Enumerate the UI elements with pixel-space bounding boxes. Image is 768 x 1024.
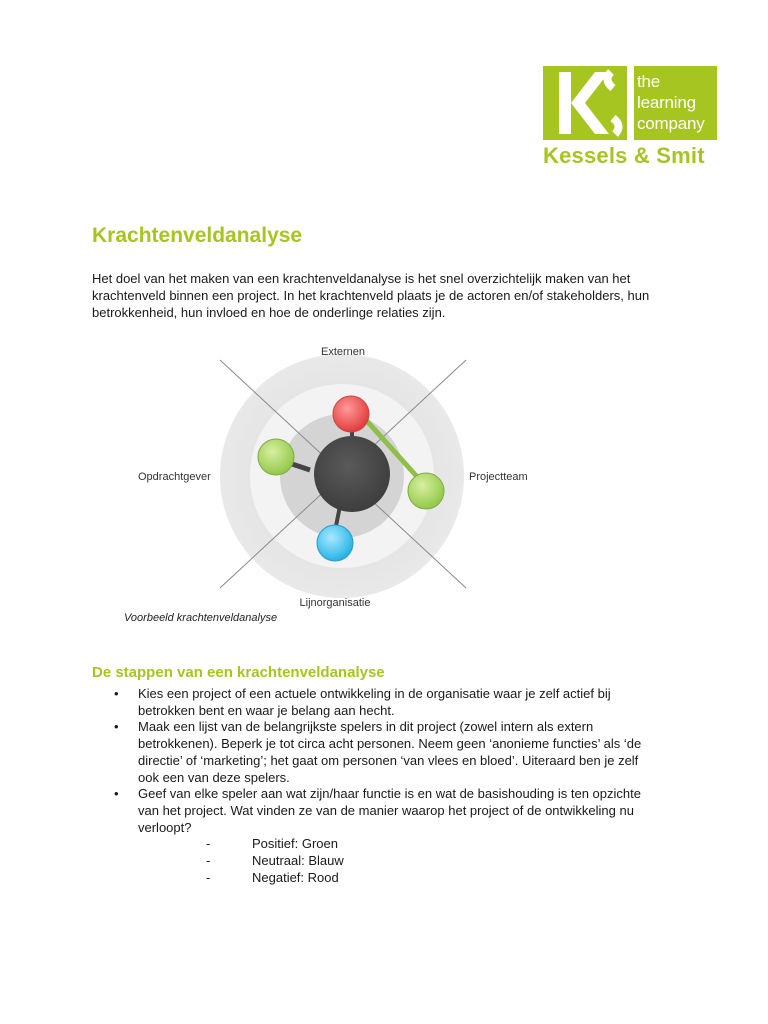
logo-tagline [634, 66, 717, 140]
label-projectteam: Projectteam [469, 471, 528, 483]
diagram-caption: Voorbeeld krachtenveldanalyse [124, 612, 278, 624]
color-legend-list [138, 836, 652, 886]
logo-tagline-line: company [637, 114, 705, 133]
legend-text: Neutraal: Blauw [252, 853, 344, 869]
actor-positive-circle [408, 473, 444, 509]
steps-list [92, 686, 652, 886]
ks-logo-mark [543, 66, 627, 140]
step-item [92, 719, 652, 786]
actor-negative-circle [333, 396, 369, 432]
bullet-icon: • [114, 786, 119, 802]
label-lijnorganisatie: Lijnorganisatie [299, 597, 371, 609]
actor-positive-circle [258, 439, 294, 475]
step-text: Maak een lijst van de belangrijkste spelers in dit project (zowel intern als extern betrokkenen). Beperk je tot circa acht personen. Neem geen ‘anonieme functies’ als ‘de directie’ of ‘marketing’; het gaat om personen ‘van vlees en bloed’. Uiteraard ben je zelf ook een van deze spelers. [138, 719, 642, 785]
steps-heading: De stappen van een krachtenveldanalyse [92, 664, 385, 681]
logo-tagline-line: the [637, 72, 661, 91]
dash-marker: - [206, 853, 211, 869]
dash-marker: - [206, 869, 211, 885]
label-externen: Externen [320, 346, 366, 358]
kessels-smit-logo [541, 64, 719, 174]
step-item [92, 686, 652, 719]
step-text: Kies een project of een actuele ontwikkeling in de organisatie waar je zelf actief bij betrokken bent en waar je belang aan hecht. [138, 686, 611, 718]
logo-tagline-line: learning [637, 93, 696, 112]
legend-item [138, 870, 652, 887]
center-circle [314, 436, 390, 512]
step-item [92, 786, 652, 886]
actor-neutral-circle [317, 525, 353, 561]
legend-text: Positief: Groen [252, 836, 338, 852]
legend-text: Negatief: Rood [252, 869, 339, 885]
step-text: Geef van elke speler aan wat zijn/haar functie is en wat de basishouding is ten opzichte van het project. Wat vinden ze van de manier waarop het project of de ontwikkeling nu verloopt? [138, 786, 641, 835]
document-title: Krachtenveldanalyse [92, 224, 303, 247]
legend-item [138, 836, 652, 853]
logo-company-name: Kessels & Smit [543, 143, 705, 168]
dash-marker: - [206, 836, 211, 852]
bullet-icon: • [114, 686, 119, 701]
label-opdrachtgever: Opdrachtgever [138, 471, 211, 483]
intro-paragraph: Het doel van het maken van een krachtenveldanalyse is het snel overzichtelijk maken van het krachtenveld binnen een project. In het krachtenveld plaats je de actoren en/of stakeholders, hun betrokkenheid, hun invloed en hoe de onderlinge relaties zijn. [92, 271, 650, 320]
force-field-diagram [118, 338, 558, 618]
bullet-icon: • [114, 719, 119, 735]
legend-item [138, 853, 652, 870]
